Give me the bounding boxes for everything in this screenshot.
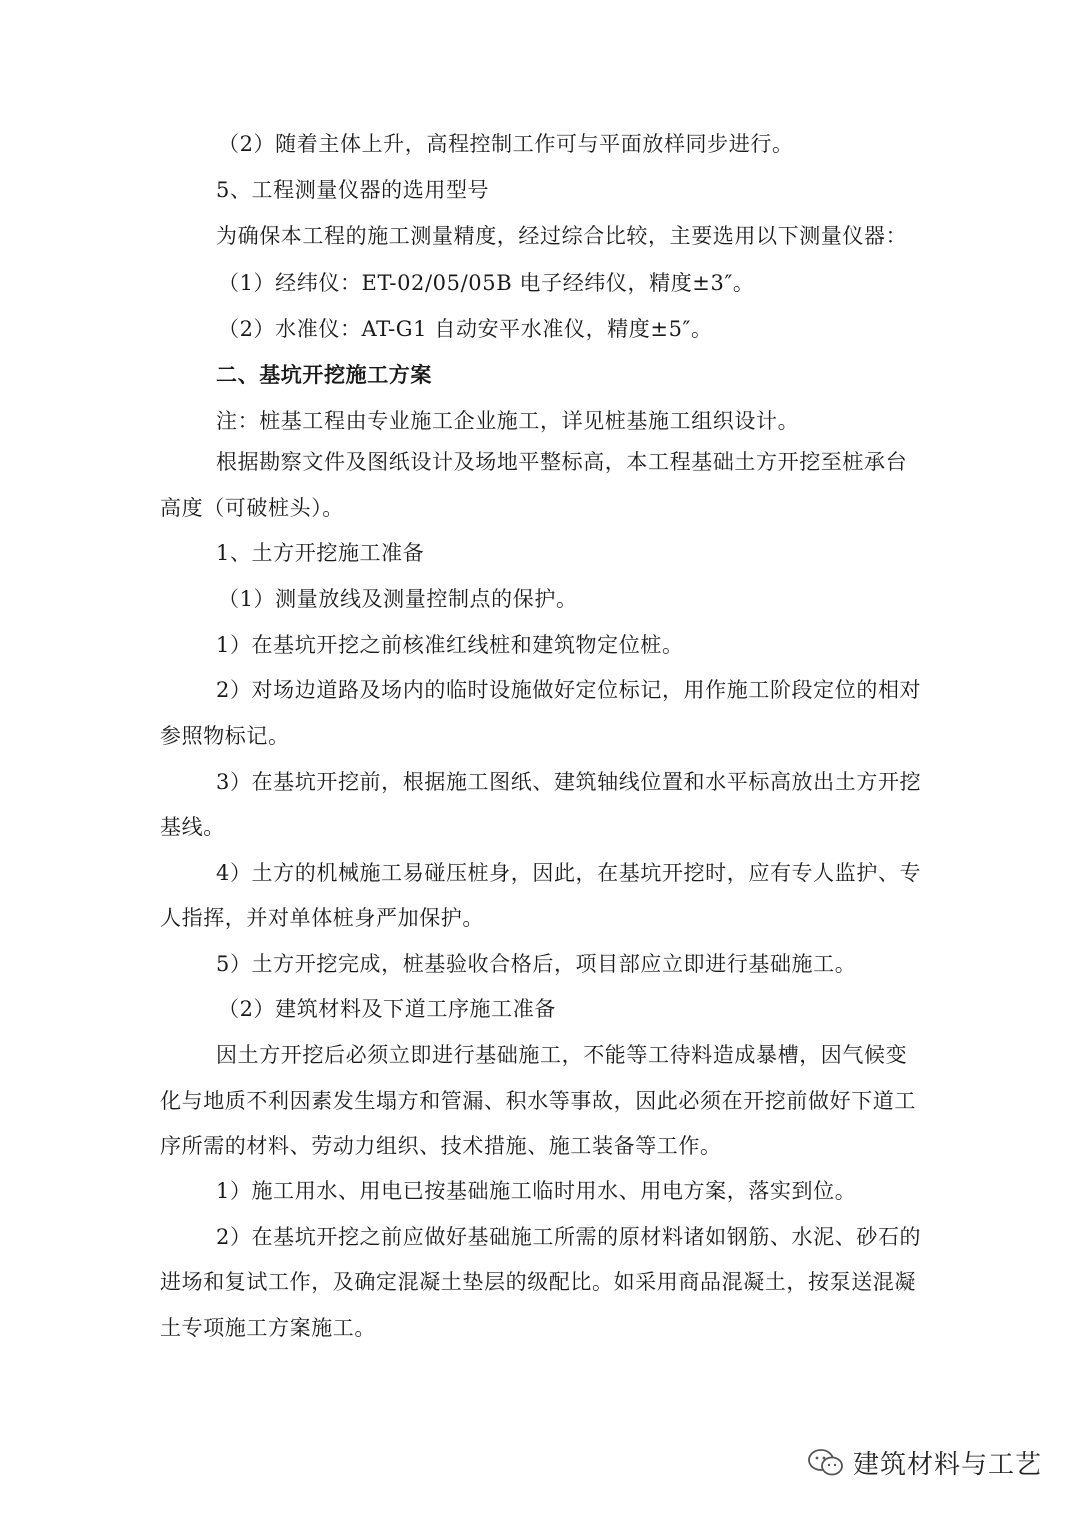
text-line: 注：桩基工程由专业施工企业施工，详见桩基施工组织设计。: [216, 409, 800, 433]
section-heading: 二、基坑开挖施工方案: [216, 362, 432, 387]
text-line: 序所需的材料、劳动力组织、技术措施、施工装备等工作。: [160, 1134, 722, 1158]
text-line: 人指挥，并对单体桩身严加保护。: [160, 906, 484, 930]
text-line: 参照物标记。: [160, 724, 290, 748]
text-line: 1）施工用水、用电已按基础施工临时用水、用电方案，落实到位。: [216, 1179, 857, 1203]
watermark-text: 建筑材料与工艺: [852, 1450, 1042, 1480]
text-line: 5、工程测量仪器的选用型号: [216, 178, 490, 202]
text-line: 1、土方开挖施工准备: [216, 541, 425, 565]
text-line: 为确保本工程的施工测量精度，经过综合比较，主要选用以下测量仪器：: [216, 224, 908, 248]
text-line: 2）对场边道路及场内的临时设施做好定位标记，用作施工阶段定位的相对: [216, 678, 922, 702]
text-line: 进场和复试工作，及确定混凝土垫层的级配比。如采用商品混凝土，按泵送混凝: [160, 1270, 916, 1294]
text-line: 高度（可破桩头）。: [160, 496, 344, 520]
text-line: 4）土方的机械施工易碰压桩身，因此，在基坑开挖时，应有专人监护、专: [216, 861, 922, 885]
text-line: 根据勘察文件及图纸设计及场地平整标高，本工程基础土方开挖至桩承台: [216, 450, 908, 474]
watermark: [807, 1444, 1042, 1481]
text-line: （2）水准仪：AT-G1 自动安平水准仪，精度±5″。: [218, 317, 713, 341]
wechat-icon: [807, 1448, 845, 1478]
text-line: 化与地质不利因素发生塌方和管漏、积水等事故，因此必须在开挖前做好下道工: [160, 1089, 916, 1113]
text-line: 5）土方开挖完成，桩基验收合格后，项目部应立即进行基础施工。: [216, 952, 857, 976]
text-line: 土专项施工方案施工。: [160, 1316, 376, 1340]
text-line: （2）建筑材料及下道工序施工准备: [218, 997, 556, 1021]
text-line: 因土方开挖后必须立即进行基础施工，不能等工待料造成暴槽，因气候变: [216, 1043, 908, 1067]
text-line: 基线。: [160, 815, 225, 839]
text-line: （1）经纬仪：ET-02/05/05B 电子经纬仪，精度±3″。: [218, 271, 755, 295]
text-line: 2）在基坑开挖之前应做好基础施工所需的原材料诸如钢筋、水泥、砂石的: [216, 1225, 922, 1249]
text-line: （2）随着主体上升，高程控制工作可与平面放样同步进行。: [218, 132, 794, 156]
text-line: （1）测量放线及测量控制点的保护。: [218, 587, 578, 611]
text-line: 1）在基坑开挖之前核准红线桩和建筑物定位桩。: [216, 633, 684, 657]
text-line: 3）在基坑开挖前，根据施工图纸、建筑轴线位置和水平标高放出土方开挖: [216, 770, 922, 794]
